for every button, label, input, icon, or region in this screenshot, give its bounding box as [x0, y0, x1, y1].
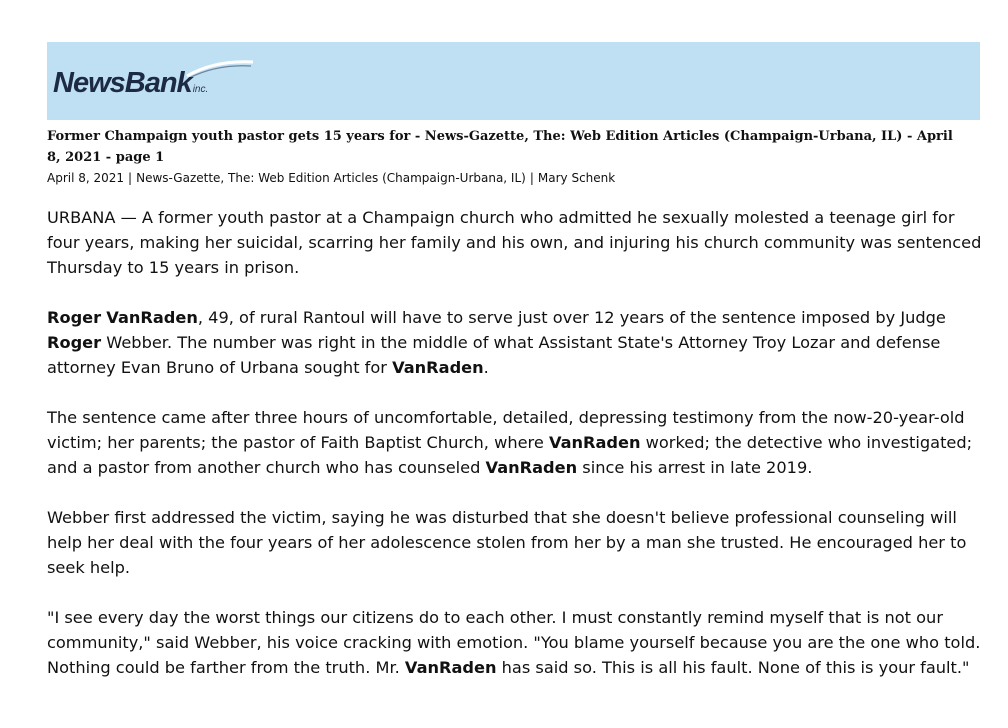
paragraph-text: "I see every day the worst things our citizens do to each other. I must constantly remind myself that is not our community," said Webber, his voice cracking with emotion. "You blame yourself because you are the one who told. Nothing could be farther from the truth. Mr.	[47, 608, 981, 677]
article-author: Mary Schenk	[537, 171, 616, 185]
paragraph-text: The sentence came after three hours of uncomfortable, detailed, depressing testimony from the now-20-year-old victim; her parents; the pastor of Faith Baptist Church, where	[47, 408, 965, 452]
highlight-term: VanRaden	[485, 458, 578, 477]
newsbank-banner	[47, 42, 980, 120]
article-headline: Former Champaign youth pastor gets 15 years for - News-Gazette, The: Web Edition Articles (Champaign-Urbana, IL) - April 8, 2021 - page 1	[47, 129, 953, 165]
meta-separator: |	[529, 171, 534, 185]
meta-separator: |	[128, 171, 133, 185]
article-body	[47, 205, 982, 705]
paragraph-text: has said so. This is all his fault. None of this is your fault."	[496, 658, 970, 677]
highlight-term: VanRaden	[548, 433, 641, 452]
article-source: News-Gazette, The: Web Edition Articles (Champaign-Urbana, IL)	[136, 171, 526, 185]
article-meta	[47, 169, 615, 187]
highlight-term: Roger	[47, 308, 102, 327]
highlight-term: VanRaden	[106, 308, 198, 327]
paragraph-text: Webber. The number was right in the middle of what Assistant State's Attorney Troy Lozar and defense attorney Evan Bruno of Urbana sought for	[47, 333, 941, 377]
article-date: April 8, 2021	[47, 171, 125, 185]
paragraph-4: Webber first addressed the victim, saying he was disturbed that she doesn't believe professional counseling will help her deal with the four years of her adolescence stolen from her by a man she trusted. He encouraged her to seek help.	[47, 508, 967, 577]
highlight-term: VanRaden	[392, 358, 484, 377]
paragraph-1: URBANA — A former youth pastor at a Champaign church who admitted he sexually molested a teenage girl for four years, making her suicidal, scarring her family and his own, and injuring his church community was sentenced Thursday to 15 years in prison.	[47, 208, 982, 277]
paragraph-text: , 49, of rural Rantoul will have to serve just over 12 years of the sentence imposed by Judge	[197, 308, 946, 327]
paragraph-text: .	[483, 358, 489, 377]
paragraph-2	[47, 305, 982, 380]
highlight-term: Roger	[47, 333, 102, 352]
logo-swoosh-icon	[185, 58, 255, 80]
highlight-term: VanRaden	[404, 658, 497, 677]
logo-inc-text: inc.	[192, 84, 209, 95]
paragraph-text: worked; the detective who investigated; and a pastor from another church who has counseled	[47, 433, 973, 477]
paragraph-5	[47, 605, 982, 680]
logo-bank-text: Bank	[124, 67, 192, 99]
paragraph-text: since his arrest in late 2019.	[577, 458, 813, 477]
paragraph-3	[47, 405, 982, 480]
logo-news-text: News	[53, 67, 125, 99]
